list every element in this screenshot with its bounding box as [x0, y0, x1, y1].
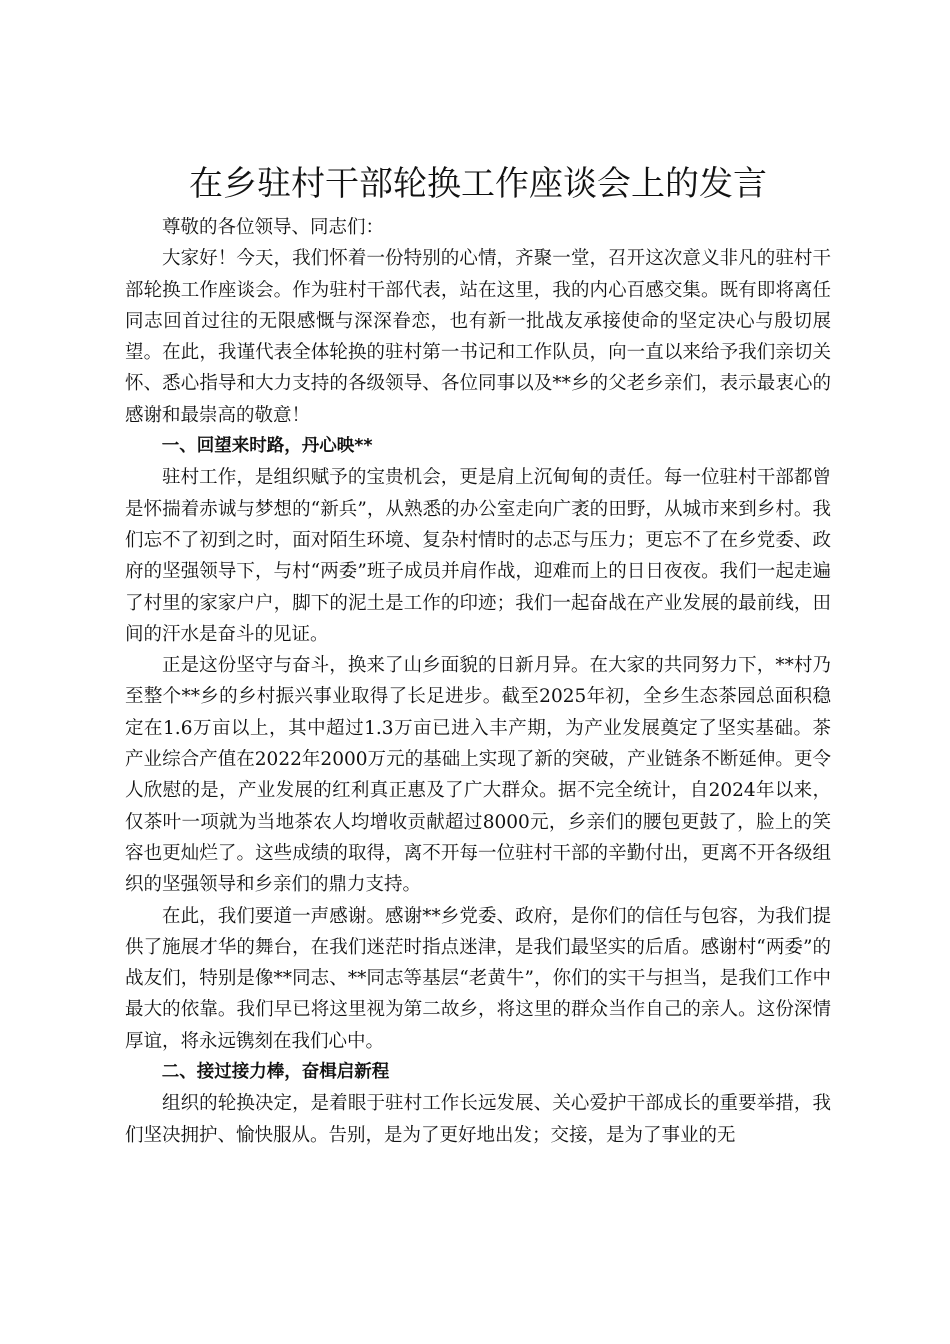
paragraph-opening: 大家好！今天，我们怀着一份特别的心情，齐聚一堂，召开这次意义非凡的驻村干部轮换工作座谈会。作为驻村干部代表，站在这里，我的内心百感交集。既有即将离任同志回首过往的无限感慨与深深眷恋，也有新一批战友承接使命的坚定决心与殷切展望。在此，我谨代表全体轮换的驻村第一书记和工作队员，向一直以来给予我们亲切关怀、悉心指导和大力支持的各级领导、各位同事以及**乡的父老乡亲们，表示最衷心的感谢和最崇高的敬意！ — [125, 248, 831, 426]
paragraph-section2-a: 组织的轮换决定，是着眼于驻村工作长远发展、关心爱护干部成长的重要举措，我们坚决拥护、愉快服从。告别，是为了更好地出发；交接，是为了事业的无 — [125, 1093, 831, 1146]
paragraph-section1-c: 在此，我们要道一声感谢。感谢**乡党委、政府，是你们的信任与包容，为我们提供了施展才华的舞台，在我们迷茫时指点迷津，是我们最坚实的后盾。感谢村“两委”的战友们，特别是像**同志、**同志等基层“老黄牛”，你们的实干与担当，是我们工作中最大的依靠。我们早已将这里视为第二故乡，将这里的群众当作自己的亲人。这份深情厚谊，将永远镌刻在我们心中。 — [125, 905, 831, 1052]
paragraph-section1-a: 驻村工作，是组织赋予的宝贵机会，更是肩上沉甸甸的责任。每一位驻村干部都曾是怀揣着赤诚与梦想的“新兵”，从熟悉的办公室走向广袤的田野，从城市来到乡村。我们忘不了初到之时，面对陌生环境、复杂村情时的忐忑与压力；更忘不了在乡党委、政府的坚强领导下，与村“两委”班子成员并肩作战，迎难而上的日日夜夜。我们一起走遍了村里的家家户户，脚下的泥土是工作的印迹；我们一起奋战在产业发展的最前线，田间的汗水是奋斗的见证。 — [125, 467, 831, 645]
section-heading-1: 一、回望来时路，丹心映** — [161, 436, 373, 457]
document-page — [125, 160, 831, 1151]
section-heading-2: 二、接过接力棒，奋楫启新程 — [161, 1062, 390, 1083]
paragraph-section1-b: 正是这份坚守与奋斗，换来了山乡面貌的日新月异。在大家的共同努力下，**村乃至整个**乡的乡村振兴事业取得了长足进步。截至2025年初，全乡生态茶园总面积稳定在1.6万亩以上，其中超过1.3万亩已进入丰产期，为产业发展奠定了坚实基础。茶产业综合产值在2022年2000万元的基础上实现了新的突破，产业链条不断延伸。更令人欣慰的是，产业发展的红利真正惠及了广大群众。据不完全统计，自2024年以来，仅茶叶一项就为当地茶农人均增收贡献超过8000元，乡亲们的腰包更鼓了，脸上的笑容也更灿烂了。这些成绩的取得，离不开每一位驻村干部的辛勤付出，更离不开各级组织的坚强领导和乡亲们的鼎力支持。 — [125, 655, 831, 896]
document-title: 在乡驻村干部轮换工作座谈会上的发言 — [189, 164, 767, 204]
salutation: 尊敬的各位领导、同志们： — [162, 217, 385, 238]
